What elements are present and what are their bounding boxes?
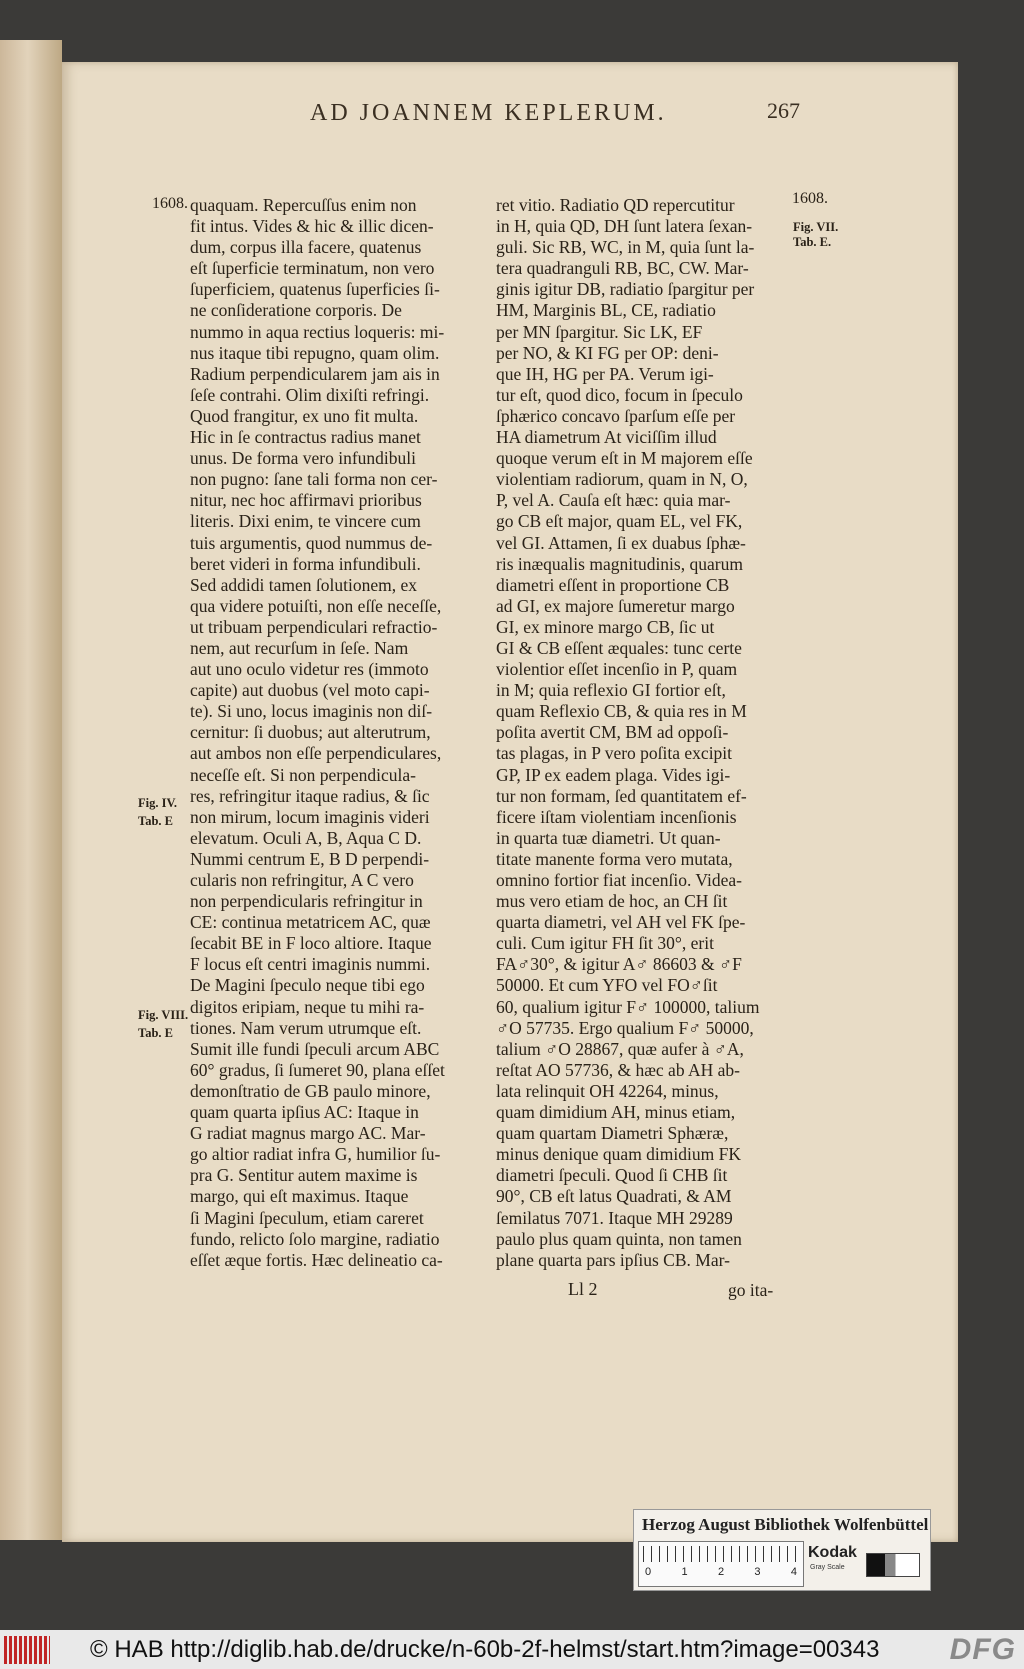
dfg-logo: DFG xyxy=(949,1633,1016,1666)
right-column-line: vel GI. Attamen, ſi ex duabus ſphæ- xyxy=(496,532,746,553)
right-column-line: minus denique quam dimidium FK xyxy=(496,1144,741,1165)
ruler-label: 2 xyxy=(717,1566,725,1578)
right-column-line: HM, Marginis BL, CE, radiatio xyxy=(496,300,716,321)
left-column-line: quaquam. Repercuſſus enim non xyxy=(190,195,417,215)
left-column-line: Nummi centrum E, B D perpendi- xyxy=(190,848,430,869)
right-column-line: quarta diametri, vel AH vel FK ſpe- xyxy=(496,912,746,933)
left-column-line: ne conſideratione corporis. De xyxy=(190,300,402,321)
left-column-line: Hic in ſe contractus radius manet xyxy=(190,427,421,448)
left-column-line: cernitur: ſi duobus; aut alterutrum, xyxy=(190,722,431,743)
left-column-line: ſecabit BE in F loco altiore. Itaque xyxy=(190,933,432,954)
right-column-line: ad GI, ex majore ſumeretur margo xyxy=(496,595,735,616)
right-column-line: ris inæqualis magnitudinis, quarum xyxy=(496,553,743,574)
right-column-line: omnino fortior fiat incenſio. Videa- xyxy=(496,870,742,890)
right-column-line: ficere iſtam violentiam incenſionis xyxy=(496,806,737,827)
gray-scale-ruler xyxy=(638,1541,804,1587)
right-column-line: 50000. Et cum YFO vel FO♂ſit xyxy=(496,975,718,996)
left-column-line: demonſtratio de GB paulo minore, xyxy=(190,1080,431,1101)
right-column-line: 90°, CB eſt latus Quadrati, & AM xyxy=(496,1186,732,1207)
right-column-line: in quarta tuæ diametri. Ut quan- xyxy=(496,827,721,848)
barcode-icon xyxy=(4,1636,50,1664)
left-column-line: pra G. Sentitur autem maxime is xyxy=(190,1165,418,1186)
right-column-line: plane quarta pars ipſius CB. Mar- xyxy=(496,1249,730,1270)
left-column-line: literis. Dixi enim, te vincere cum xyxy=(190,511,421,532)
right-column-line: P, vel A. Cauſa eſt hæc: quia mar- xyxy=(496,490,731,511)
right-column-line: quoque verum eſt in M majorem eſſe xyxy=(496,448,753,469)
right-column-line: quam Reflexio CB, & quia res in M xyxy=(496,701,747,722)
left-column-line: Quod frangitur, ex uno fit multa. xyxy=(190,405,419,426)
right-column-line: GI & CB eſſent æquales: tunc certe xyxy=(496,637,742,658)
right-column-line: ginis igitur DB, radiatio ſpargitur per xyxy=(496,279,755,300)
right-column-line: quam dimidium AH, minus etiam, xyxy=(496,1102,736,1123)
ruler-labels xyxy=(645,1566,797,1578)
left-column-line: cularis non refringitur, A C vero xyxy=(190,870,414,890)
left-column-line: non pugno: ſane tali forma non cer- xyxy=(190,469,438,490)
right-column-line: in H, quia QD, DH ſunt latera ſexan- xyxy=(496,216,753,237)
left-column-line: margo, qui eſt maximus. Itaque xyxy=(190,1186,409,1207)
left-column-line: G radiat magnus margo AC. Mar- xyxy=(190,1123,426,1144)
right-column-line: guli. Sic RB, WC, in M, quia ſunt la- xyxy=(496,237,755,258)
right-column-line: poſita avertit CM, BM ad oppoſi- xyxy=(496,722,729,743)
left-column-line: De Magini ſpeculo neque tibi ego xyxy=(190,975,425,996)
left-column-line: ut tribuam perpendiculari refractio- xyxy=(190,616,438,637)
left-column-line: elevatum. Oculi A, B, Aqua C D. xyxy=(190,827,422,848)
right-column-line: GP, IP ex eadem plaga. Vides igi- xyxy=(496,764,731,785)
left-column-line: ſeſe contrahi. Olim dixiſti refringi. xyxy=(190,384,430,405)
left-column-line: tuis argumentis, quod nummus de- xyxy=(190,532,433,553)
left-column-line: Sumit ille fundi ſpeculi arcum ABC xyxy=(190,1038,440,1059)
left-column-line: go altior radiat infra G, humilior ſu- xyxy=(190,1144,441,1165)
left-column-line: nitur, nec hoc affirmavi prioribus xyxy=(190,490,422,511)
left-column-line: eſt ſuperficie terminatum, non vero xyxy=(190,258,435,279)
left-column-line: qua videre potuiſti, non eſſe neceſſe, xyxy=(190,595,442,616)
left-column-line: dum, corpus illa facere, quatenus xyxy=(190,237,422,258)
left-column-line: digitos eripiam, neque tu mihi ra- xyxy=(190,996,425,1017)
left-column-line: capite) aut duobus (vel moto capi- xyxy=(190,680,430,701)
left-column-line: ſuperficiem, quatenus ſuperficies ſi- xyxy=(190,279,440,300)
right-column-line: diametri ſpeculi. Quod ſi CHB ſit xyxy=(496,1165,728,1186)
right-column-line: que IH, HG per PA. Verum igi- xyxy=(496,363,714,384)
left-column-line: nus itaque tibi repugno, quam olim. xyxy=(190,342,440,363)
left-column-line: tiones. Nam verum utrumque eſt. xyxy=(190,1017,422,1038)
right-column-line: violentiam radiorum, quam in N, O, xyxy=(496,469,748,490)
signature-mark: Ll 2 xyxy=(568,1279,598,1299)
ruler-label: 3 xyxy=(754,1566,761,1578)
right-column-line: in M; quia reflexio GI fortior eſt, xyxy=(496,680,726,701)
right-column-line: culi. Cum igitur FH ſit 30°, erit xyxy=(496,933,714,954)
right-column-line: tur non formam, ſed quantitatem ef- xyxy=(496,785,747,806)
right-column-line: HA diametrum At viciſſim illud xyxy=(496,427,717,448)
right-column-line: go CB eſt major, quam EL, vel FK, xyxy=(496,511,743,532)
ruler-label: 1 xyxy=(681,1566,688,1578)
margin-year-left: 1608. xyxy=(152,195,188,212)
margin-note-fig-iv: Fig. IV. xyxy=(138,796,178,810)
right-column-line: lata relinquit OH 42264, minus, xyxy=(496,1080,719,1101)
left-column-line: aut ambos non eſſe perpendiculares, xyxy=(190,743,442,764)
right-column-line: diametri eſſent in proportione CB xyxy=(496,574,730,595)
catchword: go ita- xyxy=(728,1280,774,1300)
right-column-line: per NO, & KI FG per OP: deni- xyxy=(496,342,719,363)
page-number: 267 xyxy=(767,98,800,123)
left-column-line: aut uno oculo videtur res (immoto xyxy=(190,659,429,680)
right-column-line: ſemilatus 7071. Itaque MH 29289 xyxy=(496,1207,733,1228)
margin-year-right: 1608. xyxy=(792,190,828,207)
gray-scale-label: Gray Scale xyxy=(810,1564,845,1571)
right-column-line: per MN ſpargitur. Sic LK, EF xyxy=(496,321,703,342)
right-column-line: ſphærico concavo ſparſum eſſe per xyxy=(496,405,736,426)
right-column-line: 60, qualium igitur F♂ 100000, talium xyxy=(496,996,760,1017)
ruler-label: 4 xyxy=(790,1566,797,1578)
ruler-ticks xyxy=(643,1546,799,1562)
left-column-line: Radium perpendicularem jam ais in xyxy=(190,363,440,384)
left-column-line: CE: continua metatricem AC, quæ xyxy=(190,912,431,933)
margin-note-tab-e-2: Tab. E xyxy=(138,1026,173,1040)
left-column-line: te). Si uno, locus imaginis non diſ- xyxy=(190,701,433,722)
margin-note-tab-e-1: Tab. E xyxy=(138,814,173,828)
book-left-edge xyxy=(0,40,62,1540)
page-header xyxy=(240,100,800,130)
kodak-brand: Kodak xyxy=(808,1544,857,1561)
left-column-line: ſi Magini ſpeculum, etiam careret xyxy=(190,1207,424,1228)
right-column-line: FA♂30°, & igitur A♂ 86603 & ♂F xyxy=(496,954,742,975)
left-column-line: fit intus. Vides & hic & illic dicen- xyxy=(190,216,434,237)
margin-note-fig-vii: Fig. VII. Tab. E. xyxy=(793,220,839,249)
right-column-line: tera quadranguli RB, BC, CW. Mar- xyxy=(496,258,749,279)
left-column-line: quam quarta ipſius AC: Itaque in xyxy=(190,1102,419,1123)
library-color-card xyxy=(633,1509,931,1591)
right-column-line: talium ♂O 28867, quæ aufer à ♂A, xyxy=(496,1038,744,1059)
ruler-label: 0 xyxy=(645,1566,652,1578)
right-column-line: mus vero etiam de hoc, an CH ſit xyxy=(496,891,728,912)
left-column-line: unus. De forma vero infundibuli xyxy=(190,448,416,469)
right-column-line: reſtat AO 57736, & hæc ab AH ab- xyxy=(496,1059,740,1080)
right-column-line: titate manente forma vero mutata, xyxy=(496,848,733,869)
gray-patch xyxy=(866,1553,920,1577)
left-column-line: Sed addidi tamen ſolutionem, ex xyxy=(190,574,417,595)
left-column-line: beret videri in forma infundibuli. xyxy=(190,553,421,574)
copyright-link[interactable]: © HAB http://diglib.hab.de/drucke/n-60b-2f-helmst/start.htm?image=00343 xyxy=(90,1636,880,1663)
left-column-line: nem, aut recurſum in ſeſe. Nam xyxy=(190,637,409,658)
footer-bar xyxy=(0,1630,1024,1669)
running-head: AD JOANNEM KEPLERUM. xyxy=(310,100,667,126)
left-column-line: neceſſe eſt. Si non perpendicula- xyxy=(190,764,416,785)
right-column-line: ret vitio. Radiatio QD repercutitur xyxy=(496,195,735,215)
text-column-right xyxy=(496,195,788,1271)
left-column-line: eſſet æque fortis. Hæc delineatio ca- xyxy=(190,1249,443,1270)
right-column-line: violentior eſſet incenſio in P, quam xyxy=(496,659,738,680)
left-column-line: non mirum, locum imaginis videri xyxy=(190,806,430,827)
left-column-line: nummo in aqua rectius loqueris: mi- xyxy=(190,321,445,342)
right-column-line: quam quartam Diametri Sphæræ, xyxy=(496,1123,729,1144)
left-column-line: fundo, relicto ſolo margine, radiatio xyxy=(190,1228,440,1249)
right-column-line: GI, ex minore margo CB, ſic ut xyxy=(496,616,715,637)
library-name: Herzog August Bibliothek Wolfenbüttel xyxy=(642,1515,929,1534)
left-column-line: 60° gradus, ſi ſumeret 90, plana eſſet xyxy=(190,1059,445,1080)
right-column-line: paulo plus quam quinta, non tamen xyxy=(496,1228,742,1249)
left-column-line: non perpendicularis refringitur in xyxy=(190,891,423,912)
text-column-left xyxy=(190,195,486,1271)
left-column-line: F locus eſt centri imaginis nummi. xyxy=(190,954,431,975)
left-column-line: res, refringitur itaque radius, & ſic xyxy=(190,785,430,806)
right-column-line: tas plagas, in P vero poſita excipit xyxy=(496,743,733,764)
right-column-line: ♂O 57735. Ergo qualium F♂ 50000, xyxy=(496,1017,754,1038)
right-column-line: tur eſt, quod dico, focum in ſpeculo xyxy=(496,384,743,405)
margin-note-fig-viii: Fig. VIII. xyxy=(138,1008,189,1022)
